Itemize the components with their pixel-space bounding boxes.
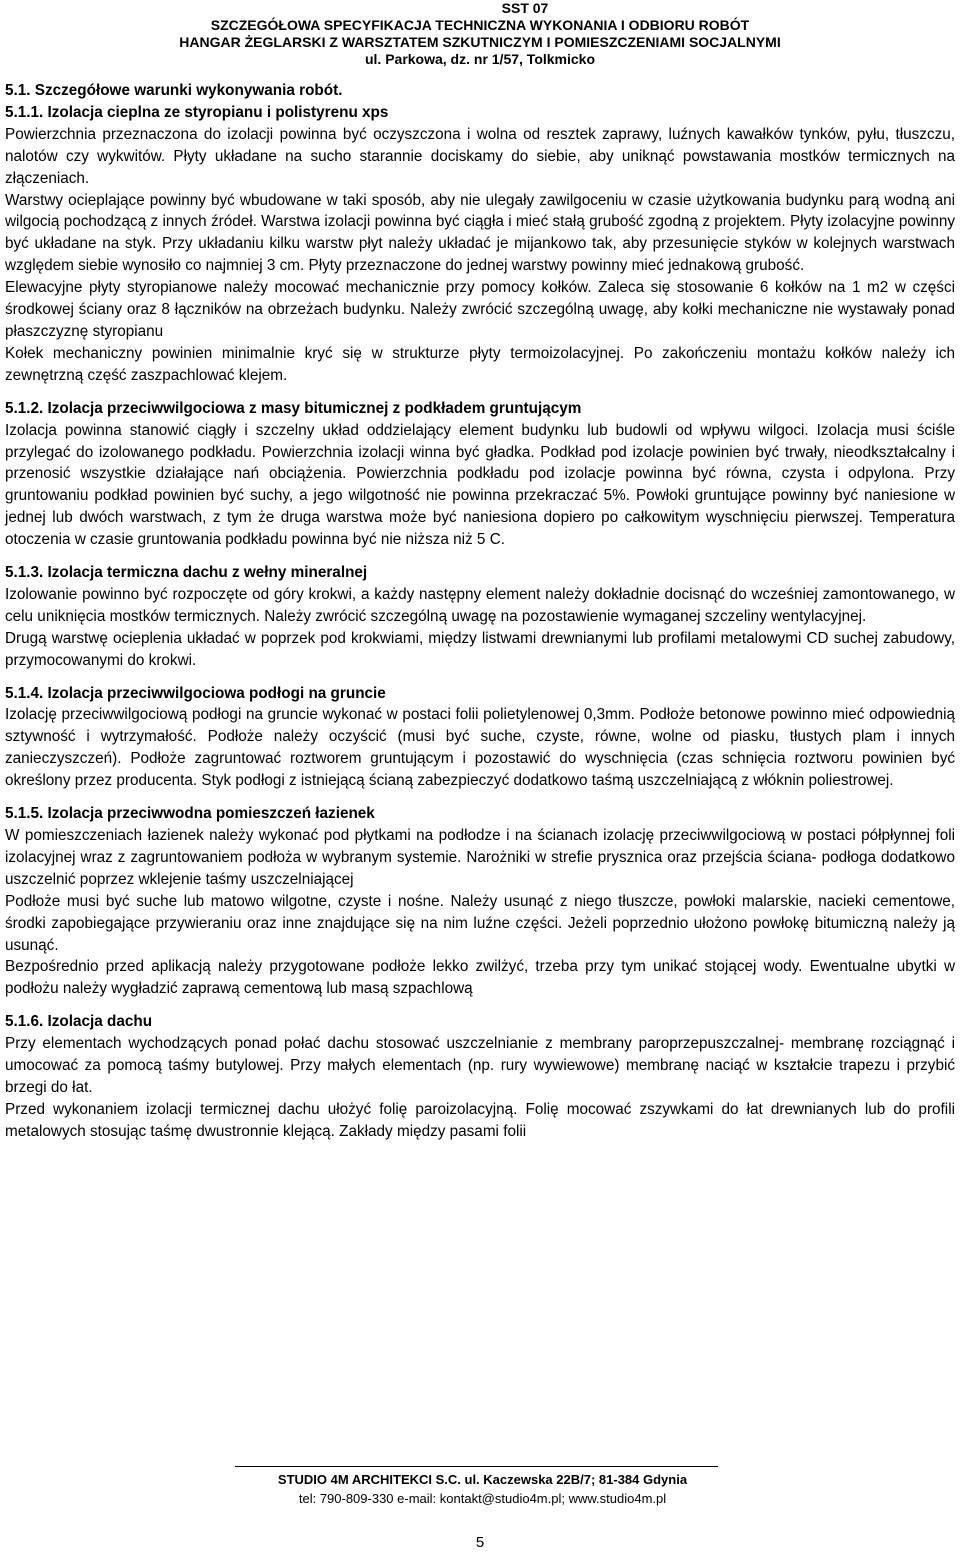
heading-5-1-6: 5.1.6. Izolacja dachu <box>5 1013 153 1031</box>
document-body <box>5 80 955 1143</box>
footer-divider <box>235 1466 718 1467</box>
heading-5-1-1: 5.1.1. Izolacja cieplna ze styropianu i polistyrenu xps <box>5 103 389 121</box>
footer-contact: tel: 790-809-330 e-mail: kontakt@studio4m.pl; www.studio4m.pl <box>298 1491 667 1506</box>
project-address: ul. Parkowa, dz. nr 1/57, Tolkmicko <box>364 51 596 67</box>
paragraph: Drugą warstwę ocieplenia układać w poprzek pod krokwiami, między listwami drewnianymi lub profilami metalowymi CD suchej zabudowy, przymocowanymi do krokwi. <box>5 629 955 669</box>
page-number: 5 <box>475 1534 485 1551</box>
heading-5-1-4: 5.1.4. Izolacja przeciwwilgociowa podłogi na gruncie <box>5 684 386 702</box>
heading-5-1-5: 5.1.5. Izolacja przeciwwodna pomieszczeń łazienek <box>5 805 375 823</box>
paragraph: W pomieszczeniach łazienek należy wykonać pod płytkami na podłodze i na ścianach izolację przeciwwilgociową w postaci półpłynnej foli izolacyjnej wraz z zagruntowaniem podłoża w wybranym systemie. Narożniki w strefie prysznica oraz przejścia ściana- podłoga dodatkowo uszczelnić poprzez wklejenie taśmy uszczelniającej <box>5 827 955 888</box>
paragraph: Izolację przeciwwilgociową podłogi na gruncie wykonać w postaci folii polietylenowej 0,3mm. Podłoże betonowe powinno mieć odpowiednią sztywność i wytrzymałość. Podłoże należy oczyścić (musi być suche, czyste, równe, wolne od piasku, tłustych plam i innych zanieczyszczeń). Podłoże zagruntować roztworem gruntującym i pozostawić do wyschnięcia (czas schnięcia roztworu powinien być określony przez producenta. Styk podłogi z istniejącą ścianą zabezpieczyć dodatkowo taśmą uszczelniającą z włóknin poliestrowej. <box>5 706 955 790</box>
spec-title: SZCZEGÓŁOWA SPECYFIKACJA TECHNICZNA WYKONANIA I ODBIORU ROBÓT <box>210 17 750 33</box>
paragraph: Izolowanie powinno być rozpoczęte od góry krokwi, a każdy następny element należy dokładnie docisnąć do wcześniej zamontowanego, w celu uniknięcia mostków termicznych. Należy zwrócić szczególną uwagę na pozostawienie wymaganej szczeliny wentylacyjnej. <box>5 585 955 625</box>
heading-5-1-2: 5.1.2. Izolacja przeciwwilgociowa z masy bitumicznej z podkładem gruntującym <box>5 399 582 417</box>
page-footer <box>0 1470 960 1508</box>
footer-company: STUDIO 4M ARCHITEKCI S.C. ul. Kaczewska 22B/7; 81-384 Gdynia <box>277 1472 688 1487</box>
spec-code: SST 07 <box>501 0 549 16</box>
paragraph: Powierzchnia przeznaczona do izolacji powinna być oczyszczona i wolna od resztek zaprawy, luźnych kawałków tynków, pyłu, tłuszczu, nalotów czy wykwitów. Płyty układane na sucho starannie dociskamy do siebie, aby uniknąć powstawania mostków termicznych na złączeniach. <box>5 125 955 187</box>
paragraph: Elewacyjne płyty styropianowe należy mocować mechanicznie przy pomocy kołków. Zaleca się stosowanie 6 kołków na 1 m2 w części środkowej ściany oraz 8 łączników na obrzeżach budynku. Należy zwrócić szczególną uwagę, aby kołki mechaniczne nie wystawały ponad płaszczyznę styropianu <box>5 279 955 340</box>
heading-5-1-3: 5.1.3. Izolacja termiczna dachu z wełny mineralnej <box>5 564 368 582</box>
section-title: 5.1. Szczegółowe warunki wykonywania robót. <box>5 82 343 99</box>
paragraph: Kołek mechaniczny powinien minimalnie kryć się w strukturze płyty termoizolacyjnej. Po zakończeniu montażu kołków należy ich zewnętrzną część zaszpachlować klejem. <box>5 344 955 384</box>
paragraph: Warstwy ocieplające powinny być wbudowane w taki sposób, aby nie ulegały zawilgoceniu w czasie użytkowania budynku parą wodną ani wilgocią pochodzącą z innych źródeł. Warstwa izolacji powinna być ciągła i mieć stałą grubość zgodną z projektem. Płyty izolacyjne powinny być układane na styk. Przy układaniu kilku warstw płyt należy układać je mijankowo tak, aby przesunięcie styków w kolejnych warstwach względem siebie wynosiło co najmniej 3 cm. Płyty przeznaczone do jednej warstwy powinny mieć jednakową grubość. <box>5 191 955 275</box>
paragraph: Przy elementach wychodzących ponad połać dachu stosować uszczelnianie z membrany paroprzepuszczalnej- membranę rozciągnąć i umocować za pomocą taśmy butylowej. Przy małych elementach (np. rury wywiewowe) membranę naciąć w kształcie trapezu i przybić brzegi do łat. <box>5 1035 955 1096</box>
page-header <box>0 0 960 68</box>
project-name: HANGAR ŻEGLARSKI Z WARSZTATEM SZKUTNICZYM I POMIESZCZENIAMI SOCJALNYMI <box>179 34 781 50</box>
paragraph: Izolacja powinna stanowić ciągły i szczelny układ oddzielający element budynku lub budowli od wpływu wilgoci. Izolacja musi ściśle przylegać do izolowanego podkładu. Powierzchnia izolacji winna być gładka. Podkład pod izolacje powinien być trwały, nieodkształcalny i przenosić wszystkie działające nań obciążenia. Powierzchnia podkładu pod izolacje powinna być równa, czysta i odpylona. Przy gruntowaniu podkład powinien być suchy, a jego wilgotność nie powinna przekraczać 5%. Powłoki gruntujące powinny być naniesione w jednej lub dwóch warstwach, z tym że druga warstwa może być naniesiona dopiero po całkowitym wyschnięciu pierwszej. Temperatura otoczenia w czasie gruntowania podkładu powinna być nie niższa niż 5 C. <box>5 421 955 549</box>
paragraph: Przed wykonaniem izolacji termicznej dachu ułożyć folię paroizolacyjną. Folię mocować zszywkami do łat drewnianych lub do profili metalowych stosując taśmę dwustronnie klejącą. Zakłady między pasami folii <box>5 1100 955 1140</box>
paragraph: Podłoże musi być suche lub matowo wilgotne, czyste i nośne. Należy usunąć z niego tłuszcze, powłoki malarskie, nacieki cementowe, środki zapobiegające przywieraniu oraz inne znajdujące się na nim luźne części. Jeżeli poprzednio ułożono powłokę bitumiczną należy ją usunąć. <box>5 892 955 954</box>
paragraph: Bezpośrednio przed aplikacją należy przygotowane podłoże lekko zwilżyć, trzeba przy tym unikać stojącej wody. Ewentualne ubytki w podłożu należy wygładzić zaprawą cementową lub masą szpachlową <box>5 958 955 998</box>
